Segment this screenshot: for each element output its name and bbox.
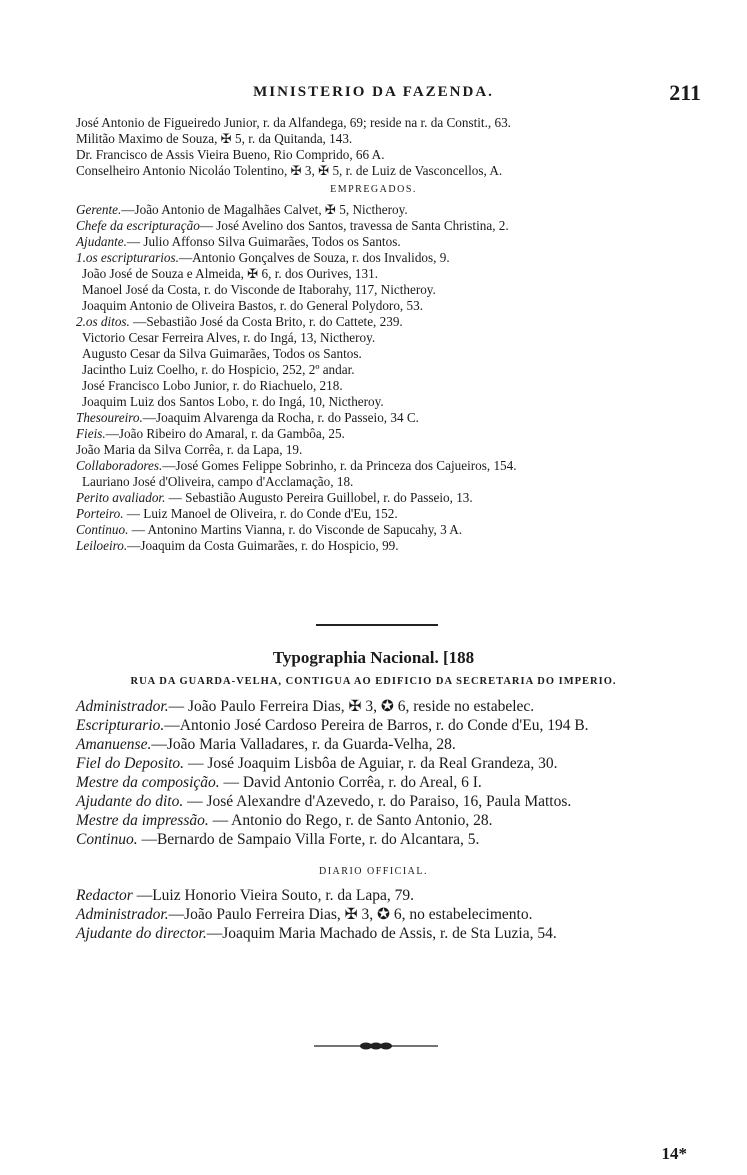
entry-line <box>76 538 399 554</box>
entry-label: Mestre da impressão. <box>76 812 209 829</box>
entry-text: Joaquim Antonio de Oliveira Bastos, r. do General Polydoro, 53. <box>82 298 423 313</box>
entry-text: —Joaquim Maria Machado de Assis, r. de Sta Luzia, 54. <box>206 925 557 942</box>
entry-text: — Sebastião Augusto Pereira Guillobel, r. do Passeio, 13. <box>165 490 473 505</box>
entry-text: João Maria da Silva Corrêa, r. da Lapa, 19. <box>76 442 303 457</box>
entry-text: —Luiz Honorio Vieira Souto, r. da Lapa, 79. <box>132 887 415 904</box>
entry-line <box>82 394 384 410</box>
entry-text: —Antonio José Cardoso Pereira de Barros, r. do Conde d'Eu, 194 B. <box>164 717 589 734</box>
entry-label: Ajudante do dito. <box>76 793 184 810</box>
entry-line <box>76 250 450 266</box>
entry-text: — Antonio do Rego, r. de Santo Antonio, 28. <box>208 812 493 829</box>
entry-line <box>76 735 456 754</box>
section-subtitle-typographia: RUA DA GUARDA-VELHA, CONTIGUA AO EDIFICIO DA SECRETARIA DO IMPERIO. <box>130 676 617 687</box>
entry-label: Thesoureiro. <box>76 410 143 425</box>
entry-line <box>76 426 345 442</box>
entry-line: Dr. Francisco de Assis Vieira Bueno, Rio Comprido, 66 A. <box>76 147 385 162</box>
entry-text: — Antonino Martins Vianna, r. do Visconde de Sapucahy, 3 A. <box>128 522 463 537</box>
entry-line <box>76 830 479 849</box>
entry-line <box>76 773 482 792</box>
entry-line <box>76 490 473 506</box>
entry-text: José Francisco Lobo Junior, r. do Riachuelo, 218. <box>82 378 343 393</box>
entry-label: Administrador. <box>76 906 169 923</box>
entry-line <box>76 218 509 234</box>
entry-label: Escripturario. <box>76 717 165 734</box>
entry-label: Ajudante do director. <box>76 925 207 942</box>
entry-label: Chefe da escripturação <box>76 218 200 233</box>
entry-label: Perito avaliador. <box>76 490 166 505</box>
entry-text: —João Paulo Ferreira Dias, ✠ 3, ✪ 6, no estabelecimento. <box>168 906 533 923</box>
entry-text: — José Alexandre d'Azevedo, r. do Paraiso, 16, Paula Mattos. <box>183 793 572 810</box>
section-title-typographia: Typographia Nacional. [188 <box>272 648 475 667</box>
entry-label: Collaboradores. <box>76 458 163 473</box>
entry-text: Augusto Cesar da Silva Guimarães, Todos os Santos. <box>82 346 362 361</box>
section-divider <box>316 624 438 626</box>
entry-label: Amanuense. <box>76 736 152 753</box>
entry-line <box>82 266 378 282</box>
entry-text: —Joaquim Alvarenga da Rocha, r. do Passeio, 34 C. <box>142 410 419 425</box>
entry-label: Continuo. <box>76 831 138 848</box>
entry-line <box>82 346 362 362</box>
entry-text: — David Antonio Corrêa, r. do Areal, 6 I. <box>219 774 482 791</box>
page-title: MINISTERIO DA FAZENDA. <box>253 84 494 100</box>
entry-text: —João Maria Valladares, r. da Guarda-Velha, 28. <box>151 736 456 753</box>
entry-label: Fiel do Deposito. <box>76 755 185 772</box>
entry-line <box>76 754 558 773</box>
entry-text: — Julio Affonso Silva Guimarães, Todos os Santos. <box>126 234 401 249</box>
entry-text: Lauriano José d'Oliveira, campo d'Acclamação, 18. <box>82 474 354 489</box>
entry-line <box>76 234 401 250</box>
entry-text: —José Gomes Felippe Sobrinho, r. da Princeza dos Cajueiros, 154. <box>162 458 517 473</box>
entry-text: — José Joaquim Lisbôa de Aguiar, r. da Real Grandeza, 30. <box>184 755 558 772</box>
entry-text: Manoel José da Costa, r. do Visconde de Itaborahy, 117, Nictheroy. <box>82 282 436 297</box>
entry-text: —João Ribeiro do Amaral, r. da Gambôa, 25. <box>105 426 345 441</box>
entry-line <box>76 202 408 218</box>
entry-line <box>76 924 557 943</box>
entry-line <box>76 697 534 716</box>
entry-line <box>76 905 532 924</box>
entry-line <box>82 298 423 314</box>
entry-label: Fieis. <box>76 426 106 441</box>
section-heading-diario: DIARIO OFFICIAL. <box>319 866 428 877</box>
signature-mark: 14* <box>661 1144 687 1163</box>
entry-label: 1.os escripturarios. <box>76 250 179 265</box>
entry-line <box>76 811 493 830</box>
entry-text: —Antonio Gonçalves de Souza, r. dos Invalidos, 9. <box>178 250 450 265</box>
entry-line <box>76 458 517 474</box>
entry-text: João José de Souza e Almeida, ✠ 6, r. dos Ourives, 131. <box>82 266 379 281</box>
entry-label: Redactor <box>76 887 133 904</box>
entry-text: —Bernardo de Sampaio Villa Forte, r. do Alcantara, 5. <box>137 831 480 848</box>
entry-label: Porteiro. <box>76 506 124 521</box>
entry-line <box>82 330 375 346</box>
entry-label: Leiloeiro. <box>76 538 128 553</box>
entry-line: José Antonio de Figueiredo Junior, r. da Alfandega, 69; reside na r. da Constit., 63. <box>76 115 511 130</box>
entry-line <box>82 362 355 378</box>
ornament-icon <box>314 1040 438 1052</box>
running-header <box>0 80 747 110</box>
entry-line <box>76 410 419 426</box>
entry-line <box>76 716 589 735</box>
entry-label: Ajudante. <box>76 234 127 249</box>
section-heading-empregados: EMPREGADOS. <box>330 184 417 195</box>
page-number: 211 <box>669 80 701 105</box>
entry-line <box>82 282 436 298</box>
entry-text: Joaquim Luiz dos Santos Lobo, r. do Ingá, 10, Nictheroy. <box>82 394 384 409</box>
entry-text: — José Avelino dos Santos, travessa de Santa Christina, 2. <box>199 218 509 233</box>
entry-line <box>76 506 398 522</box>
entry-label: Administrador. <box>76 698 169 715</box>
entry-line <box>82 474 353 490</box>
entry-text: —Sebastião José da Costa Brito, r. do Cattete, 239. <box>129 314 403 329</box>
entry-text: — João Paulo Ferreira Dias, ✠ 3, ✪ 6, reside no estabelec. <box>168 698 535 715</box>
entry-line <box>76 314 403 330</box>
entry-text: Jacintho Luiz Coelho, r. do Hospicio, 252, 2º andar. <box>82 362 355 377</box>
entry-line <box>82 378 343 394</box>
entry-line <box>76 886 414 905</box>
entry-label: Gerente. <box>76 202 122 217</box>
entry-line: Conselheiro Antonio Nicoláo Tolentino, ✠ 3, ✠ 5, r. de Luiz de Vasconcellos, A. <box>76 163 503 178</box>
entry-label: Mestre da composição. <box>76 774 220 791</box>
entry-text: Victorio Cesar Ferreira Alves, r. do Ingá, 13, Nictheroy. <box>82 330 376 345</box>
entry-line <box>76 442 302 458</box>
entry-line <box>76 522 462 538</box>
entry-text: —Joaquim da Costa Guimarães, r. do Hospicio, 99. <box>127 538 399 553</box>
entry-text: —João Antonio de Magalhães Calvet, ✠ 5, Nictheroy. <box>121 202 408 217</box>
entry-label: 2.os ditos. <box>76 314 130 329</box>
entry-line <box>76 792 571 811</box>
entry-text: — Luiz Manoel de Oliveira, r. do Conde d'Eu, 152. <box>123 506 398 521</box>
entry-label: Continuo. <box>76 522 129 537</box>
entry-line: Militão Maximo de Souza, ✠ 5, r. da Quitanda, 143. <box>76 131 353 146</box>
